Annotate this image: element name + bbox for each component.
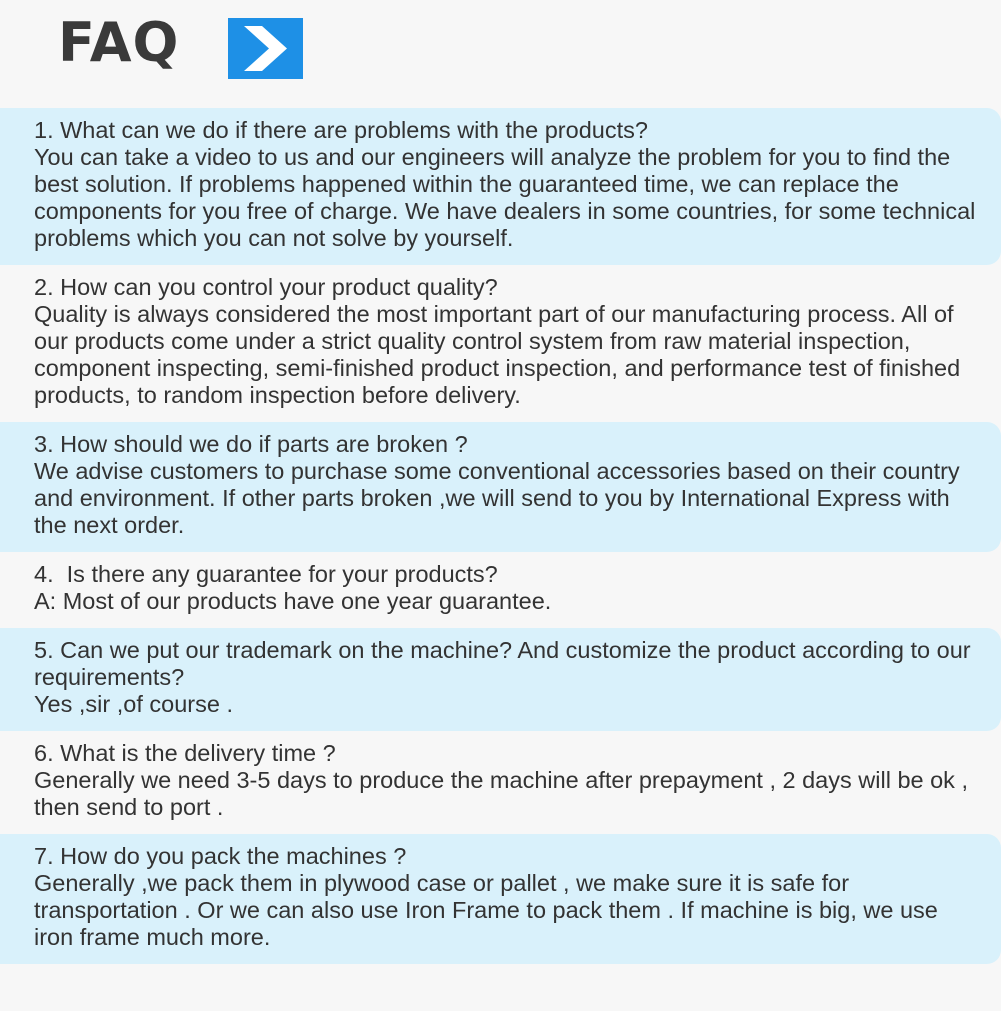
faq-header xyxy=(0,0,1001,100)
faq-answer: Generally we need 3-5 days to produce the machine after prepayment , 2 days will be ok , then send to port . xyxy=(34,767,975,820)
faq-question: 4. Is there any guarantee for your products? xyxy=(34,561,498,587)
faq-item-3 xyxy=(0,422,1001,552)
faq-question: 6. What is the delivery time ? xyxy=(34,740,336,766)
faq-answer: Quality is always considered the most important part of our manufacturing process. All of our products come under a strict quality control system from raw material inspection, component inspecting, semi-finished product inspection, and performance test of finished products, to random inspection before delivery. xyxy=(34,301,967,408)
faq-question: 7. How do you pack the machines ? xyxy=(34,843,407,869)
faq-answer: Generally ,we pack them in plywood case or pallet , we make sure it is safe for transportation . Or we can also use Iron Frame to pack them . If machine is big, we use iron frame much more. xyxy=(34,870,945,950)
faq-answer: You can take a video to us and our engineers will analyze the problem for you to find the best solution. If problems happened within the guaranteed time, we can replace the components for you free of charge. We have dealers in some countries, for some technical problems which you can not solve by yourself. xyxy=(34,144,982,251)
faq-question: 3. How should we do if parts are broken ? xyxy=(34,431,468,457)
chevron-right-icon xyxy=(228,18,303,79)
faq-answer: A: Most of our products have one year guarantee. xyxy=(34,588,552,614)
page-title: FAQ xyxy=(58,11,180,74)
faq-item-1 xyxy=(0,108,1001,265)
faq-item-5 xyxy=(0,628,1001,731)
faq-question: 2. How can you control your product quality? xyxy=(34,274,498,300)
faq-answer: Yes ,sir ,of course . xyxy=(34,691,233,717)
faq-list xyxy=(0,108,1001,964)
faq-item-6 xyxy=(0,731,1001,834)
faq-item-4 xyxy=(0,552,1001,628)
faq-answer: We advise customers to purchase some conventional accessories based on their country and environment. If other parts broken ,we will send to you by International Express with the next order. xyxy=(34,458,967,538)
faq-item-7 xyxy=(0,834,1001,964)
faq-item-2 xyxy=(0,265,1001,422)
faq-question: 5. Can we put our trademark on the machine? And customize the product according to our requirements? xyxy=(34,637,978,690)
faq-question: 1. What can we do if there are problems with the products? xyxy=(34,117,648,143)
